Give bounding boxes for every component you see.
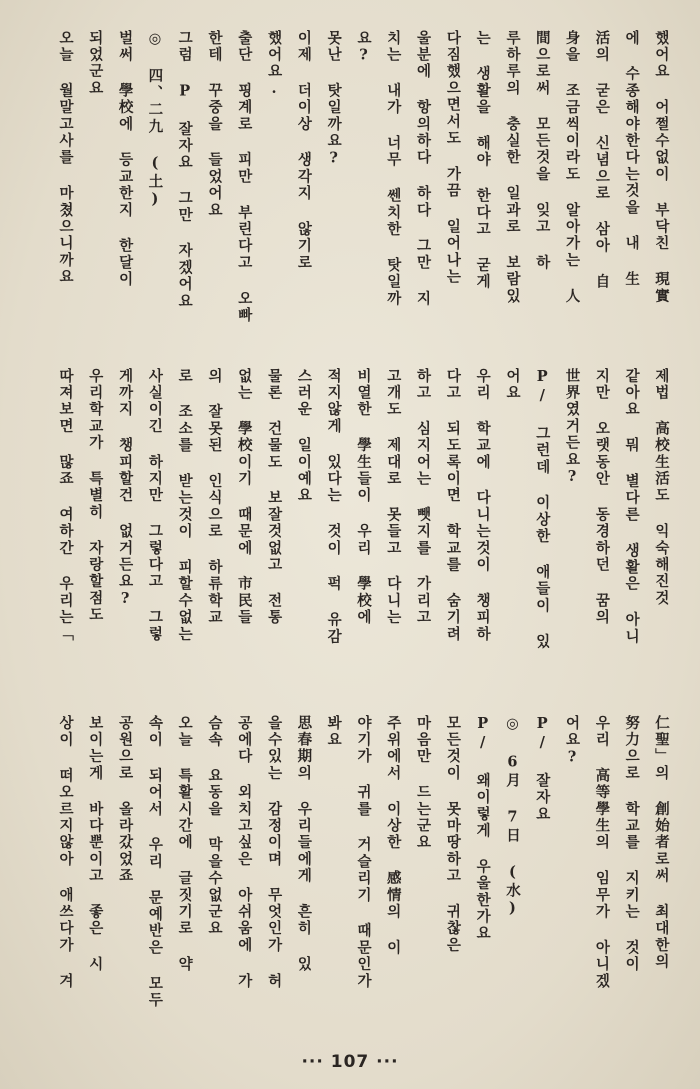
- text-column: 봐요: [325, 715, 343, 749]
- text-column: 주위에서 이상한 感情의 이: [384, 715, 402, 957]
- text-column: P/ 왜이렇게 우울한가요: [474, 715, 492, 943]
- text-column: 보이는게 바다뿐이고 좋은 시: [86, 715, 104, 973]
- text-column: 마음만 드는군요: [414, 715, 432, 852]
- text-column: 못난 탓일까요?: [325, 30, 343, 169]
- text-column: P/ 잘자요: [533, 715, 551, 823]
- text-column: 오늘 월말고사를 마쳤으니까요: [57, 30, 74, 286]
- text-column: 했어요 어쩔수없이 부닥친 現實: [652, 30, 670, 305]
- text-column: 같아요 뭐 별다른 생활은 아니: [623, 368, 641, 646]
- text-column: 하고 심지어는 뺏지를 가리고: [414, 368, 432, 626]
- text-column: 어요: [503, 368, 521, 402]
- text-column: 지만 오랫동안 동경하던 꿈의: [593, 368, 611, 626]
- page-number: ··· 107 ···: [301, 1052, 399, 1072]
- text-column: 는 생활을 해야 한다고 굳게: [474, 30, 492, 291]
- text-column: 에 수종해야한다는것을 내 生: [623, 30, 641, 288]
- text-column: 치는 내가 너무 쎈치한 탓일까: [384, 30, 402, 308]
- text-column: 출단 핑계로 피만 부린다고 오빠: [235, 30, 253, 324]
- text-column: 스러운 일이예요: [295, 368, 313, 505]
- text-column: 우리 高等學生의 임무가 아니겠: [593, 715, 611, 990]
- text-column: 그럼 P 잘자요 그만 자겠어요: [176, 30, 194, 310]
- text-column: 벌써 學校에 등교한지 한달이: [116, 30, 134, 288]
- text-column: 어요?: [563, 715, 581, 768]
- text-column: 슴속 요동을 막을수없군요: [205, 715, 223, 938]
- text-column: 오늘 특활시간에 글짓기로 약: [176, 715, 194, 973]
- text-column: 게까지 챙피할건 없거든요?: [116, 368, 134, 610]
- text-column: 물론 건물도 보잘것없고 전통: [265, 368, 283, 626]
- text-column: 제법 高校生活도 익숙해진것: [652, 368, 670, 607]
- text-column: 身을 조금씩이라도 알아가는 人: [563, 30, 581, 305]
- text-column: 活의 굳은 신념으로 삼아 自: [593, 30, 611, 291]
- text-column: P/ 그런데 이상한 애들이 있: [533, 368, 551, 651]
- text-column: 요?: [354, 30, 372, 66]
- text-column: 되었군요: [86, 30, 104, 97]
- text-column: 우리 학교에 다니는것이 챙피하: [474, 368, 492, 643]
- text-column: 적지않게 있다는 것이 퍽 유감: [325, 368, 343, 646]
- text-column: 우리학교가 특별히 자랑할점도: [86, 368, 104, 624]
- text-column: ◎ 6月 7日 (水): [503, 715, 521, 919]
- text-column: 고개도 제대로 못들고 다니는: [384, 368, 402, 626]
- text-column: 속이 되어서 우리 문예반은 모두: [146, 715, 164, 1009]
- text-column: 공원으로 올라갔었죠: [116, 715, 134, 885]
- text-column: 다짐했으면서도 가끔 일어나는: [444, 30, 462, 286]
- text-column: 루하루의 충실한 일과로 보람있: [503, 30, 521, 305]
- text-column: 사실이긴 하지만 그렇다고 그렇: [146, 368, 164, 643]
- text-column: 努力으로 학교를 지키는 것이: [623, 715, 641, 973]
- text-column: 야기가 귀를 거슬리기 때문인가: [354, 715, 372, 990]
- text-column: 을수있는 감정이며 무엇인가 허: [265, 715, 283, 990]
- text-band-middle: [52, 368, 672, 686]
- text-column: 비열한 學生들이 우리 學校에: [354, 368, 372, 626]
- text-band-bottom: [52, 715, 672, 1045]
- text-column: 한테 꾸중을 들었어요: [205, 30, 223, 219]
- text-column: ◎ 四、二九 (土): [146, 30, 164, 210]
- text-column: 따져보면 많죠 여하간 우리는「: [57, 368, 74, 643]
- text-column: 공에다 외치고싶은 아쉬움에 가: [235, 715, 253, 990]
- text-column: 했어요.: [265, 30, 283, 100]
- text-column: 世界였거든요?: [563, 368, 581, 488]
- text-column: 의 잘못된 인식으로 하류학교: [205, 368, 223, 626]
- text-column: 없는 學校이기 때문에 市民들: [235, 368, 253, 626]
- text-column: 상이 떠오르지않아 애쓰다가 겨: [57, 715, 74, 990]
- text-column: 思春期의 우리들에게 흔히 있: [295, 715, 313, 973]
- text-column: 모든것이 못마땅하고 귀찮은: [444, 715, 462, 954]
- text-column: 로 조소를 받는것이 피할수없는: [176, 368, 194, 643]
- text-column: 仁聖」의 創始者로써 최대한의: [652, 715, 670, 971]
- text-column: 間으로써 모든것을 잊고 하: [533, 30, 551, 272]
- text-column: 이제 더이상 생각지 않기로: [295, 30, 313, 272]
- text-column: 울분에 항의하다 하다 그만 지: [414, 30, 432, 308]
- text-column: 다고 되도록이면 학교를 숨기려: [444, 368, 462, 643]
- text-band-top: [52, 30, 672, 352]
